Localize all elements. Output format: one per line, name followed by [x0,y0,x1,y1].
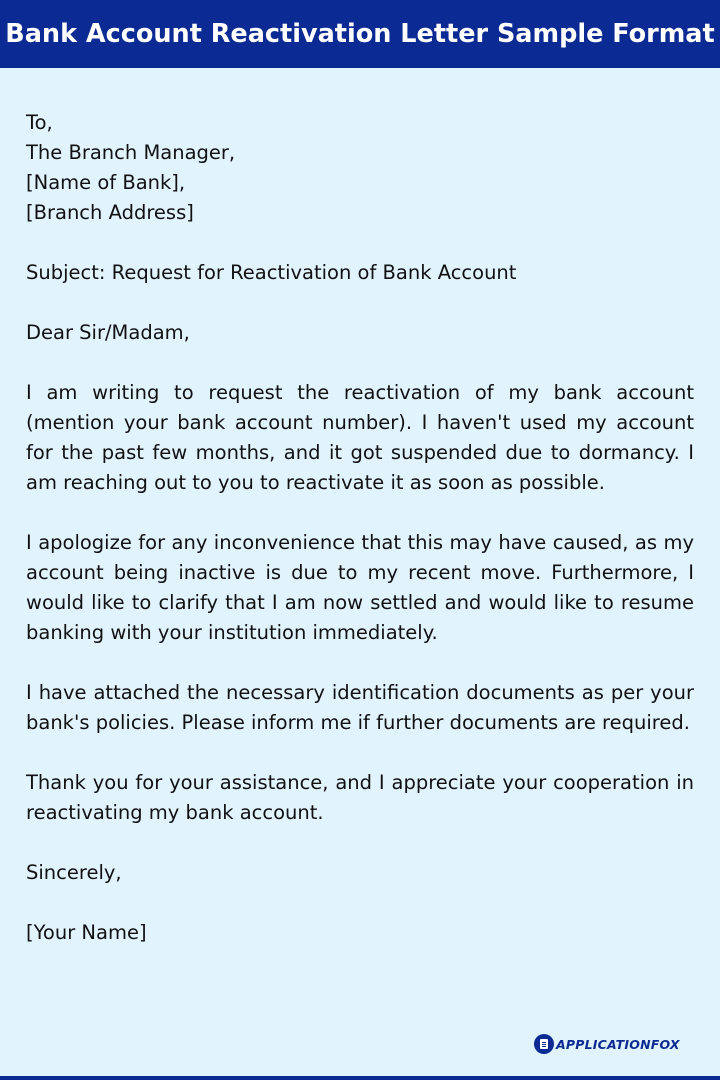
document-icon [534,1034,554,1054]
letter-signature: [Your Name] [26,921,147,944]
letter-paragraph: I apologize for any inconvenience that this may have caused, as my account being inactive is due to my recent move. Furthermore, I would like to clarify that I am now settled and would like to resume banking with your institution immediately. [26,531,694,644]
address-line: [Branch Address] [26,201,194,224]
address-line: To, [26,111,53,134]
letter-subject: Subject: Request for Reactivation of Bank Account [26,261,517,284]
address-line: The Branch Manager, [26,141,236,164]
letter-salutation: Dear Sir/Madam, [26,321,190,344]
letter-body [26,108,694,948]
letter-paragraph: I am writing to request the reactivation of my bank account (mention your bank account number). I haven't used my account for the past few months, and it got suspended due to dormancy. I am reaching out to you to reactivate it as soon as possible. [26,381,694,494]
title-banner [0,0,720,68]
bottom-border [0,1076,720,1080]
logo-text: APPLICATIONFOX [556,1036,680,1052]
page-title: Bank Account Reactivation Letter Sample Format [5,19,715,49]
applicationfox-logo [534,1033,680,1055]
address-line: [Name of Bank], [26,171,186,194]
letter-closing: Sincerely, [26,861,122,884]
letter-paragraph: Thank you for your assistance, and I appreciate your cooperation in reactivating my bank account. [26,771,694,824]
letter-paragraph: I have attached the necessary identification documents as per your bank's policies. Please inform me if further documents are required. [26,681,694,734]
